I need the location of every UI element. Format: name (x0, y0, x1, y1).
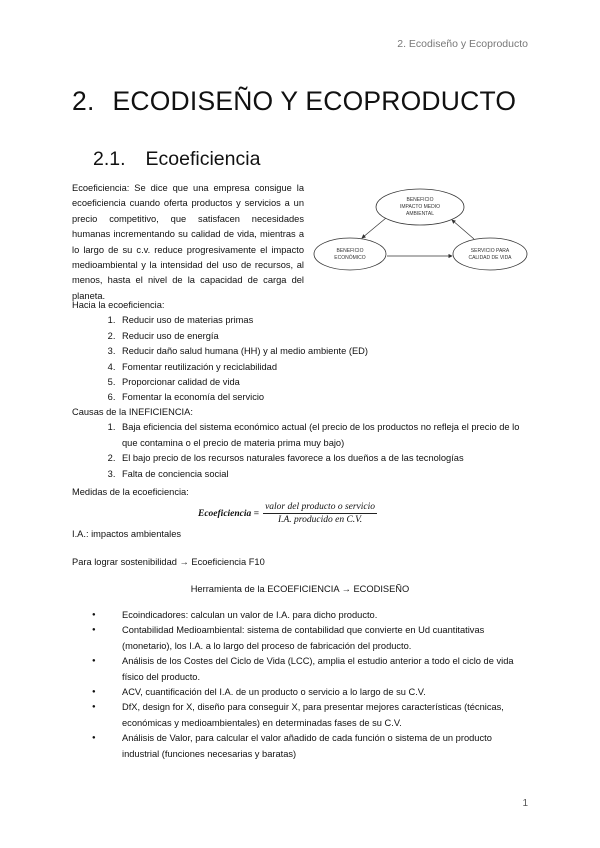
formula-denominator: I.A. producido en C.V. (277, 515, 363, 525)
towards-section (72, 298, 532, 406)
towards-item: 1. Reducir uso de materias primas (118, 313, 532, 328)
section-title (93, 148, 260, 171)
tool-item: ● DfX, design for X, diseño para conseguir X, para presentar mejores características (técnicas, económicas y medioambientales) en determinadas fases de su C.V. (118, 700, 530, 731)
tools-heading: Herramienta de la ECOEFICIENCIA → ECODISEÑO (190, 584, 410, 594)
chapter-number: 2. (72, 86, 95, 116)
tool-item: ● ACV, cuantificación del I.A. de un producto o servicio a lo largo de su C.V. (118, 685, 530, 700)
causes-label: Causas de la INEFICIENCIA: (72, 407, 193, 417)
towards-item: 2. Reducir uso de energía (118, 329, 532, 344)
diagram-right-line-1: SERVICIO PARA (470, 248, 510, 254)
diagram-top-line-2: IMPACTO MEDIO (399, 204, 441, 210)
diagram-left-line-1: BENEFICIO (336, 248, 364, 254)
sustainability-note: Para lograr sostenibilidad → Ecoeficiencia F10 (72, 557, 265, 567)
section-title-text: Ecoeficiencia (145, 148, 261, 170)
tool-item: ● Análisis de Valor, para calcular el valor añadido de cada función o sistema de un producto industrial (funciones necesarias y baratas) (118, 731, 530, 762)
chapter-title-text: ECODISEÑO Y ECOPRODUCTO (112, 86, 517, 116)
formula-lhs: Ecoeficiencia = (198, 508, 260, 519)
ecoefficiency-formula (198, 502, 377, 525)
tool-item: ● Ecoindicadores: calculan un valor de I.A. para dicho producto. (118, 608, 530, 623)
tool-item: ● Análisis de los Costes del Ciclo de Vida (LCC), amplia el estudio anterior a todo el ciclo de vida físico del producto. (118, 654, 530, 685)
chapter-title (72, 86, 516, 117)
towards-item: 5. Proporcionar calidad de vida (118, 375, 532, 390)
towards-item: 4. Fomentar reutilización y reciclabilidad (118, 360, 532, 375)
diagram-top-line-1: BENEFICIO (406, 197, 434, 203)
causes-item: 2. El bajo precio de los recursos naturales favorece a los dueños a de las tecnologías (118, 451, 532, 466)
formula-numerator: valor del producto o servicio (265, 502, 376, 512)
section-number: 2.1. (93, 148, 126, 170)
intro-paragraph: Ecoeficiencia: Se dice que una empresa consigue la ecoeficiencia cuando oferta productos y servicios a un precio competitivo, que satisfacen necesidades humanas incrementando su calidad de vida, mientras a lo largo de su c.v. reduce progresivamente el impacto medioambiental y la intensidad del uso de recursos, al menos, hasta el nivel de la capacidad de carga del planeta. (72, 183, 304, 301)
ecoefficiency-diagram (312, 188, 528, 274)
diagram-arrow-right-top (452, 220, 474, 239)
towards-label: Hacia la ecoeficiencia: (72, 300, 165, 310)
ia-note: I.A.: impactos ambientales (72, 529, 182, 539)
formula-fraction (263, 502, 377, 525)
causes-item: 3. Falta de conciencia social (118, 467, 532, 482)
causes-item: 1. Baja eficiencia del sistema económico actual (el precio de los productos no refleja el precio de lo que contamina o el precio de materia prima muy bajo) (118, 420, 532, 451)
tools-list (72, 608, 530, 762)
towards-item: 3. Reducir daño salud humana (HH) y al medio ambiente (ED) (118, 344, 532, 359)
diagram-right-line-2: CALIDAD DE VIDA (468, 255, 512, 261)
page-number: 1 (522, 798, 528, 809)
tool-item: ● Contabilidad Medioambiental: sistema de contabilidad que convierte en Ud cuantitativas (monetario), los I.A. a lo largo del proceso de fabricación del producto. (118, 623, 530, 654)
diagram-arrow-top-left (362, 218, 386, 238)
measures-label: Medidas de la ecoeficiencia: (72, 487, 189, 497)
diagram-top-line-3: AMBIENTAL (406, 211, 434, 217)
causes-section (72, 405, 532, 482)
diagram-node-right (453, 238, 527, 270)
diagram-left-line-2: ECONÓMICO (334, 255, 366, 261)
towards-item: 6. Fomentar la economía del servicio (118, 390, 532, 405)
diagram-node-left (314, 238, 386, 270)
running-header: 2. Ecodiseño y Ecoproducto (397, 38, 528, 50)
